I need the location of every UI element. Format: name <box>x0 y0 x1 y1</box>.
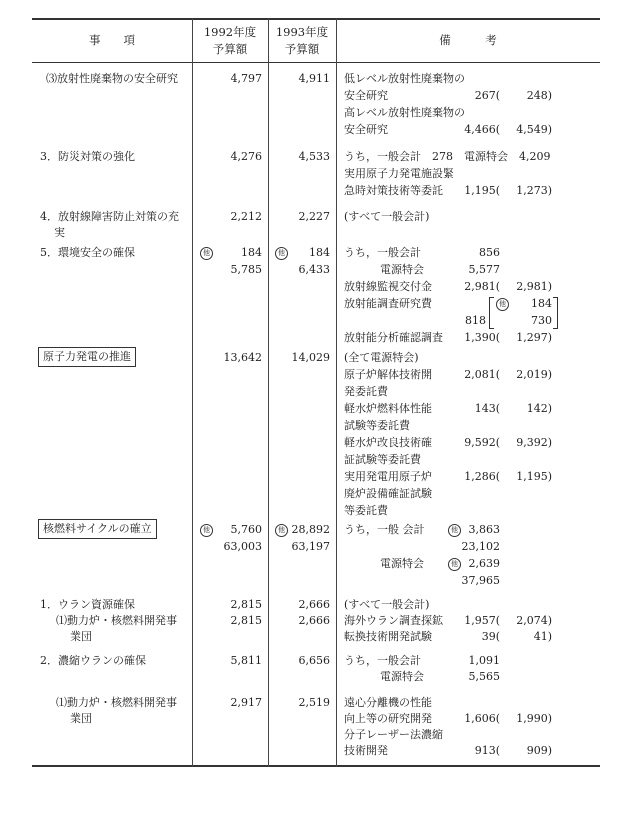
note-value: 5,565 <box>468 670 500 683</box>
note: 試験等委託費 <box>344 419 410 432</box>
note: 証試験等委託費 <box>344 453 421 466</box>
note: 転換技術開発試験 <box>344 630 432 643</box>
other-marker-icon: 他 <box>200 523 213 537</box>
value-1992: 2,917 <box>230 696 262 709</box>
note: 高レベル放射性廃棄物の <box>344 106 465 119</box>
left-bracket <box>489 297 494 329</box>
note: 電源特会 <box>380 557 424 570</box>
note-value: 37,965 <box>461 574 500 587</box>
value-1993: 6,433 <box>298 263 330 276</box>
row-item: 3．防災対策の強化 <box>40 150 135 163</box>
value-1992: 184 <box>241 246 262 259</box>
value-1992: 2,815 <box>230 614 262 627</box>
value-1993: 63,197 <box>291 540 330 553</box>
note-value-prev: 1,195) <box>516 470 552 483</box>
note-value: 1,195( <box>464 184 500 197</box>
row-subitem: ⑴動力炉・核燃料開発事 <box>56 614 177 627</box>
section-title: 原子力発電の推進 <box>38 347 136 367</box>
row-item: 実 <box>54 226 65 239</box>
note-value-prev: 4,549) <box>516 123 552 136</box>
table-header-divider <box>32 62 600 63</box>
note-value-prev: 41) <box>533 630 552 643</box>
note-value-prev: 248) <box>526 89 552 102</box>
note-value: 3,863 <box>468 523 500 536</box>
note: うち，一般会計 <box>344 246 421 259</box>
note-value-prev: 909) <box>526 744 552 757</box>
value-1993: 14,029 <box>291 351 330 364</box>
note: うち，一般会計 278 電源特会 4,209 <box>344 150 551 163</box>
value-1992: 5,811 <box>230 654 262 667</box>
note: (すべて一般会計) <box>344 210 430 223</box>
note: (すべて一般会計) <box>344 598 430 611</box>
note-value: 2,639 <box>468 557 500 570</box>
other-marker-icon: 他 <box>496 297 509 311</box>
note-value: 23,102 <box>461 540 500 553</box>
value-1993: 4,911 <box>298 72 330 85</box>
table-top-border <box>32 18 600 20</box>
note-value-prev: 2,981) <box>516 280 552 293</box>
row-item: 2．濃縮ウランの確保 <box>40 654 146 667</box>
row-item: 1．ウラン資源確保 <box>40 598 135 611</box>
note: 電源特会 <box>380 670 424 683</box>
note: 実用発電用原子炉 <box>344 470 432 483</box>
note: 技術開発 <box>344 744 388 757</box>
note-value-prev: 142) <box>526 402 552 415</box>
note-value-prev: 1,990) <box>516 712 552 725</box>
note: 電源特会 <box>380 263 424 276</box>
note-value: 2,981( <box>464 280 500 293</box>
note: 軽水炉燃料体性能 <box>344 402 432 415</box>
note: (全て電源特会) <box>344 351 419 364</box>
value-1993: 2,666 <box>298 614 330 627</box>
value-1992: 4,276 <box>230 150 262 163</box>
note: 原子炉解体技術開 <box>344 368 432 381</box>
note-value: 5,577 <box>468 263 500 276</box>
note-value: 143( <box>474 402 500 415</box>
section-title: 核燃料サイクルの確立 <box>38 519 157 539</box>
note-value-prev: 1,273) <box>516 184 552 197</box>
note: 放射能調査研究費 <box>344 297 432 310</box>
note-value-prev: 2,074) <box>516 614 552 627</box>
note: 分子レーザー法濃縮 <box>344 728 443 741</box>
header-item: 事 項 <box>89 33 135 47</box>
note-value-prev: 2,019) <box>516 368 552 381</box>
note-value: 1,286( <box>464 470 500 483</box>
note: 実用原子力発電施設緊 <box>344 167 454 180</box>
note-value: 4,466( <box>464 123 500 136</box>
note-value: 1,957( <box>464 614 500 627</box>
row-item: 5．環境安全の確保 <box>40 246 135 259</box>
note: うち，一般会計 <box>344 654 421 667</box>
other-marker-icon: 他 <box>275 246 288 260</box>
note-value: 856 <box>479 246 500 259</box>
table-bottom-border <box>32 765 600 767</box>
row-item: 4．放射線障害防止対策の充 <box>40 210 179 223</box>
note-value: 9,592( <box>464 436 500 449</box>
note-value: 818 <box>465 314 486 327</box>
value-1993: 2,227 <box>298 210 330 223</box>
value-1993: 2,666 <box>298 598 330 611</box>
note-value: 2,081( <box>464 368 500 381</box>
note-value: 1,606( <box>464 712 500 725</box>
value-1993: 4,533 <box>298 150 330 163</box>
col-divider-3 <box>336 18 337 767</box>
note-value: 39( <box>481 630 500 643</box>
note: 軽水炉改良技術確 <box>344 436 432 449</box>
header-1992-sub: 予算額 <box>212 42 248 56</box>
note-value-prev: 730 <box>531 314 552 327</box>
value-1992: 2,815 <box>230 598 262 611</box>
note: 向上等の研究開発 <box>344 712 432 725</box>
value-1992: 5,760 <box>230 523 262 536</box>
note: 安全研究 <box>344 123 388 136</box>
note-value: 1,091 <box>468 654 500 667</box>
header-1993-sub: 予算額 <box>284 42 320 56</box>
value-1992: 63,003 <box>223 540 262 553</box>
note-value: 1,390( <box>464 331 500 344</box>
value-1992: 4,797 <box>230 72 262 85</box>
note: 安全研究 <box>344 89 388 102</box>
note: 急時対策技術等委託 <box>344 184 443 197</box>
value-1993: 2,519 <box>298 696 330 709</box>
note: 廃炉設備確証試験 <box>344 487 432 500</box>
row-item: ⑶放射性廃棄物の安全研究 <box>46 72 178 85</box>
note-value-prev: 1,297) <box>516 331 552 344</box>
note-value: 267( <box>474 89 500 102</box>
note: 海外ウラン調査探鉱 <box>344 614 443 627</box>
header-1993: 1993年度 <box>275 25 329 39</box>
value-1993: 28,892 <box>291 523 330 536</box>
row-subitem: 業団 <box>70 712 92 725</box>
value-1992: 13,642 <box>223 351 262 364</box>
row-subitem: 業団 <box>70 630 92 643</box>
value-1993: 6,656 <box>298 654 330 667</box>
other-marker-icon: 他 <box>275 523 288 537</box>
value-1993: 184 <box>309 246 330 259</box>
note: 発委託費 <box>344 385 388 398</box>
other-marker-icon: 他 <box>448 523 461 537</box>
header-notes: 備 考 <box>439 33 497 47</box>
row-subitem: ⑴動力炉・核燃料開発事 <box>56 696 177 709</box>
other-marker-icon: 他 <box>448 557 461 571</box>
note: うち，一般 会計 <box>344 523 425 536</box>
other-marker-icon: 他 <box>200 246 213 260</box>
right-bracket <box>553 297 558 329</box>
header-1992: 1992年度 <box>203 25 257 39</box>
note: 放射能分析確認調査 <box>344 331 443 344</box>
note: 放射線監視交付金 <box>344 280 432 293</box>
value-1992: 2,212 <box>230 210 262 223</box>
note-value: 913( <box>474 744 500 757</box>
note: 低レベル放射性廃棄物の <box>344 72 465 85</box>
value-1992: 5,785 <box>230 263 262 276</box>
note: 等委託費 <box>344 504 388 517</box>
note: 遠心分離機の性能 <box>344 696 432 709</box>
note-value-prev: 9,392) <box>516 436 552 449</box>
note-value-prev: 184 <box>531 297 552 310</box>
